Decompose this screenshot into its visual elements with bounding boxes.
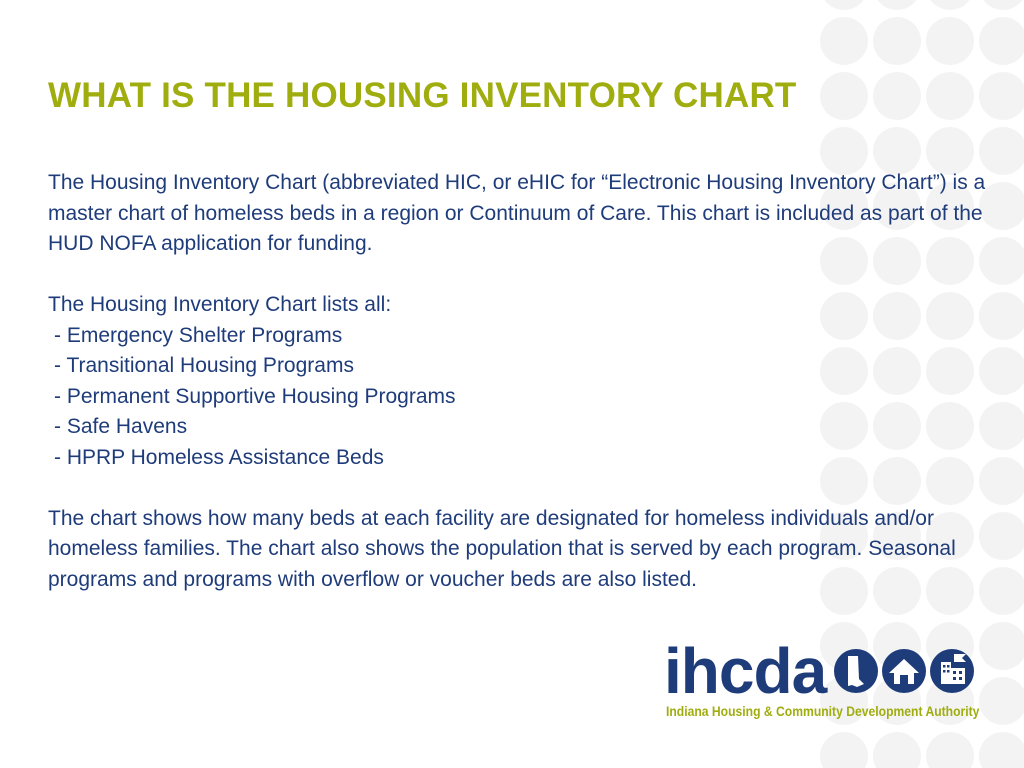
details-paragraph: The chart shows how many beds at each facility are designated for homeless individuals and/or homeless families. The chart also shows the population that is served by each program. Seasonal programs and programs with overflow or voucher beds are also listed. — [48, 506, 956, 591]
list-item: - Safe Havens — [54, 415, 188, 438]
decorative-dot — [820, 17, 868, 65]
decorative-dot — [926, 72, 974, 120]
logo-icons — [834, 646, 974, 696]
program-list — [48, 321, 988, 474]
intro-paragraph: The Housing Inventory Chart (abbreviated HIC, or eHIC for “Electronic Housing Inventory Chart”) is a master chart of homeless beds in a region or Continuum of Care. This chart is included as part of the HUD NOFA application for funding. — [48, 171, 986, 255]
decorative-dot — [926, 732, 974, 768]
list-item: - HPRP Homeless Assistance Beds — [54, 445, 384, 469]
decorative-dot — [979, 732, 1024, 768]
decorative-dot — [873, 72, 921, 120]
community-building-icon — [930, 649, 974, 693]
decorative-dot — [979, 0, 1024, 10]
list-item: - Transitional Housing Programs — [54, 354, 354, 377]
decorative-dot — [979, 72, 1024, 120]
list-intro: The Housing Inventory Chart lists all: — [48, 293, 392, 316]
logo-tagline: Indiana Housing & Community Development Authority — [666, 704, 980, 719]
decorative-dot — [979, 622, 1024, 670]
decorative-dot — [873, 732, 921, 768]
decorative-dot — [979, 677, 1024, 725]
decorative-dot — [873, 0, 921, 10]
decorative-dot — [820, 0, 868, 10]
ihcda-logo — [662, 635, 982, 728]
logo-wordmark: ihcda — [664, 635, 827, 707]
list-item: - Permanent Supportive Housing Programs — [54, 384, 456, 408]
house-icon — [882, 649, 926, 693]
decorative-dot — [873, 17, 921, 65]
decorative-dot — [926, 0, 974, 10]
indiana-state-icon — [834, 649, 878, 693]
slide-title: WHAT IS THE HOUSING INVENTORY CHART — [48, 76, 797, 115]
decorative-dot — [926, 17, 974, 65]
decorative-dot — [820, 732, 868, 768]
slide-body — [48, 168, 988, 595]
decorative-dot — [979, 17, 1024, 65]
list-item: - Emergency Shelter Programs — [54, 323, 343, 347]
decorative-dot — [820, 72, 868, 120]
